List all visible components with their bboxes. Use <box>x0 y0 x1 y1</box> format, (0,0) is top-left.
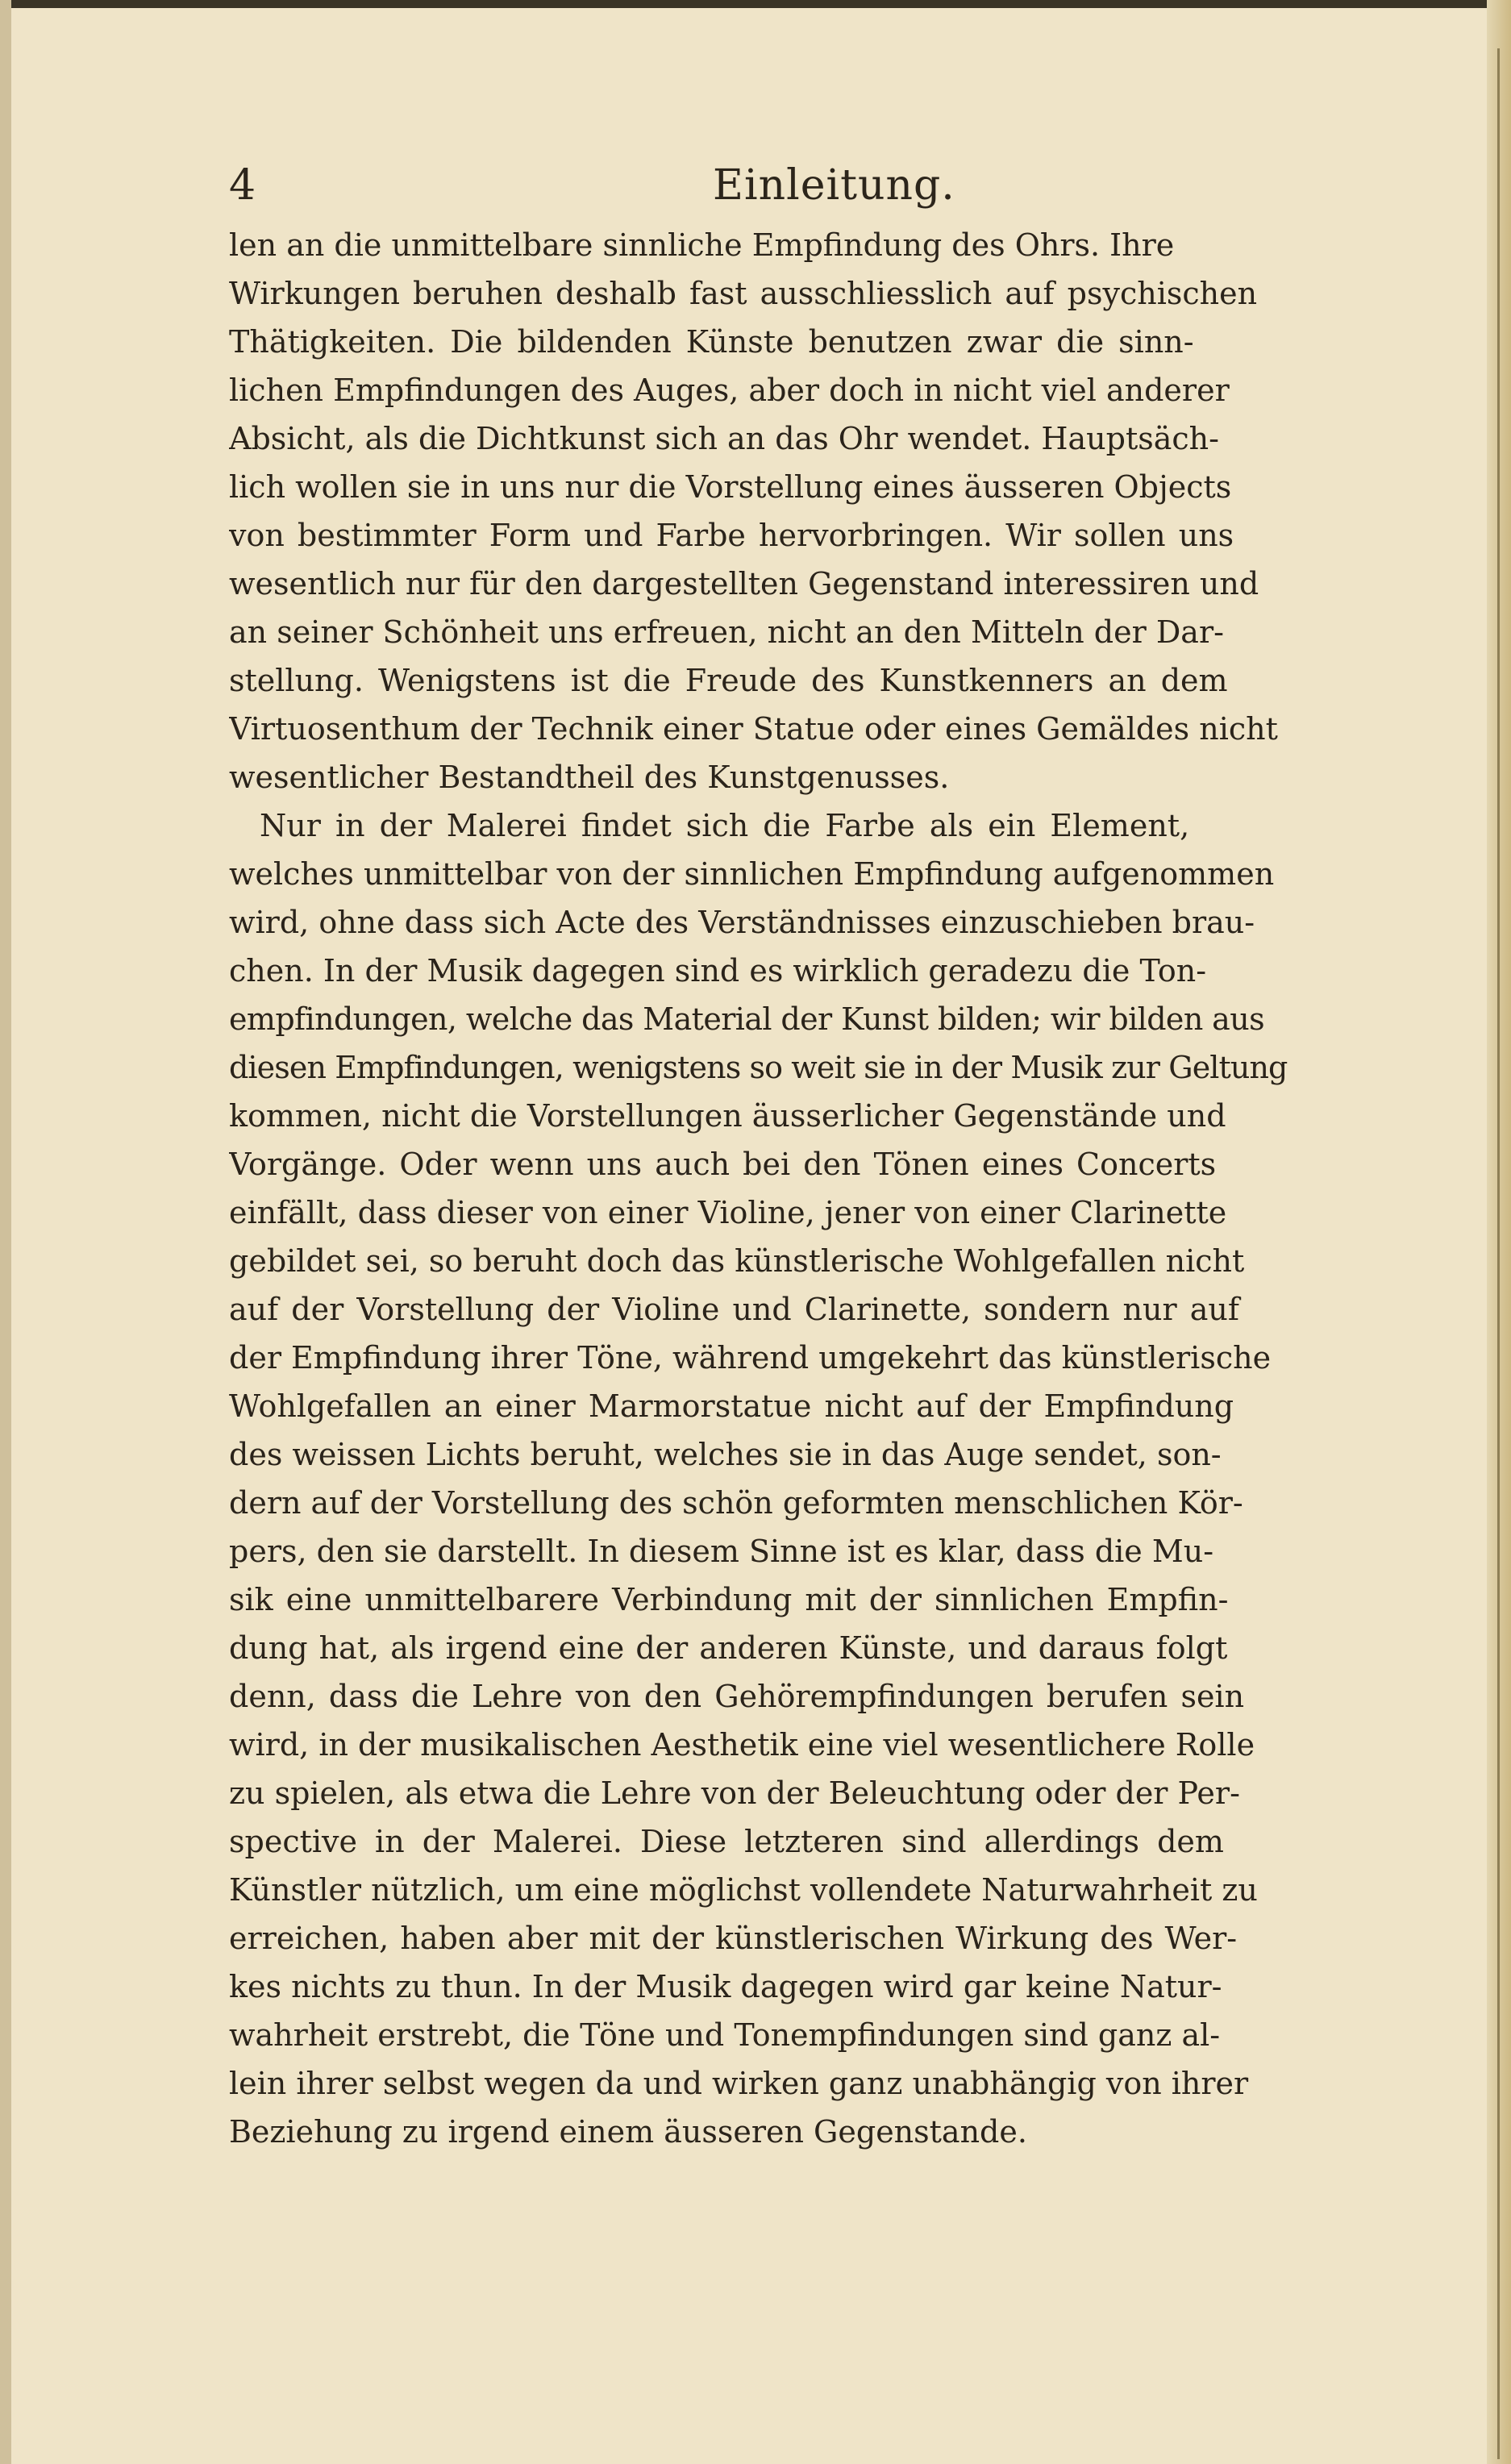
text-line: erreichen, haben aber mit der künstlerischen Wirkung des Wer- <box>229 1921 1238 1956</box>
text-line: pers, den sie darstellt. In diesem Sinne ist es klar, dass die Mu- <box>229 1534 1214 1569</box>
text-line: Virtuosenthum der Technik einer Statue oder eines Gemäldes nicht <box>229 711 1278 747</box>
body-text <box>229 221 1422 2156</box>
text-line: len an die unmittelbare sinnliche Empfindung des Ohrs. Ihre <box>229 227 1175 263</box>
text-line: lich wollen sie in uns nur die Vorstellung eines äusseren Objects <box>229 469 1232 505</box>
text-line: von bestimmter Form und Farbe hervorbringen. Wir sollen uns <box>229 518 1234 553</box>
text-line: stellung. Wenigstens ist die Freude des Kunstkenners an dem <box>229 663 1228 698</box>
text-line: chen. In der Musik dagegen sind es wirklich geradezu die Ton- <box>229 953 1207 989</box>
text-line: Thätigkeiten. Die bildenden Künste benutzen zwar die sinn- <box>229 324 1194 360</box>
text-line: Künstler nützlich, um eine möglichst vollendete Naturwahrheit zu <box>229 1872 1258 1908</box>
text-line: des weissen Lichts beruht, welches sie in das Auge sendet, son- <box>229 1437 1222 1472</box>
text-line: lein ihrer selbst wegen da und wirken ganz unabhängig von ihrer <box>229 2066 1249 2101</box>
text-line: einfällt, dass dieser von einer Violine, jener von einer Clarinette <box>229 1195 1227 1230</box>
text-line: Vorgänge. Oder wenn uns auch bei den Tönen eines Concerts <box>229 1147 1217 1182</box>
text-line: an seiner Schönheit uns erfreuen, nicht an den Mitteln der Dar- <box>229 614 1224 650</box>
text-line: wird, ohne dass sich Acte des Verständnisses einzuschieben brau- <box>229 905 1255 940</box>
text-line: denn, dass die Lehre von den Gehörempfindungen berufen sein <box>229 1679 1245 1714</box>
page-top-edge <box>0 0 1511 8</box>
text-line: empfindungen, welche das Material der Kunst bilden; wir bilden aus <box>229 1001 1264 1037</box>
text-line: Nur in der Malerei findet sich die Farbe als ein Element, <box>260 808 1190 843</box>
text-line: sik eine unmittelbarere Verbindung mit der sinnlichen Empfin- <box>229 1582 1229 1617</box>
text-line: zu spielen, als etwa die Lehre von der Beleuchtung oder der Per- <box>229 1775 1240 1811</box>
running-title: Einleitung. <box>713 161 955 210</box>
text-line: der Empfindung ihrer Töne, während umgekehrt das künstlerische <box>229 1340 1272 1376</box>
text-line: kes nichts zu thun. In der Musik dagegen wird gar keine Natur- <box>229 1969 1222 2004</box>
text-line: spective in der Malerei. Diese letzteren sind allerdings dem <box>229 1824 1224 1859</box>
text-line: Wirkungen beruhen deshalb fast ausschliesslich auf psychischen <box>229 276 1258 311</box>
text-line: wird, in der musikalischen Aesthetik eine viel wesentlichere Rolle <box>229 1727 1255 1763</box>
text-line: welches unmittelbar von der sinnlichen Empfindung aufgenommen <box>229 856 1275 892</box>
page-number: 4 <box>229 161 256 210</box>
text-line: Beziehung zu irgend einem äusseren Gegenstande. <box>229 2114 1027 2150</box>
text-line: dung hat, als irgend eine der anderen Künste, und daraus folgt <box>229 1630 1228 1666</box>
text-line: auf der Vorstellung der Violine und Clarinette, sondern nur auf <box>229 1292 1239 1327</box>
text-line: kommen, nicht die Vorstellungen äusserlicher Gegenstände und <box>229 1098 1226 1134</box>
text-line: wahrheit erstrebt, die Töne und Tonempfindungen sind ganz al- <box>229 2017 1221 2053</box>
page-left-edge <box>0 0 11 2464</box>
text-line: diesen Empfindungen, wenigstens so weit sie in der Musik zur Geltung <box>229 1050 1288 1085</box>
text-line: Absicht, als die Dichtkunst sich an das Ohr wendet. Hauptsäch- <box>229 421 1219 456</box>
text-line: Wohlgefallen an einer Marmorstatue nicht auf der Empfindung <box>229 1388 1234 1424</box>
text-line: dern auf der Vorstellung des schön geformten menschlichen Kör- <box>229 1485 1243 1521</box>
text-line: gebildet sei, so beruht doch das künstlerische Wohlgefallen nicht <box>229 1243 1245 1279</box>
text-line: wesentlicher Bestandtheil des Kunstgenusses. <box>229 760 950 795</box>
running-header <box>229 153 1422 218</box>
text-line: wesentlich nur für den dargestellten Gegenstand interessiren und <box>229 566 1259 601</box>
text-line: lichen Empfindungen des Auges, aber doch in nicht viel anderer <box>229 373 1230 408</box>
page-binding-line <box>1497 48 1500 2459</box>
